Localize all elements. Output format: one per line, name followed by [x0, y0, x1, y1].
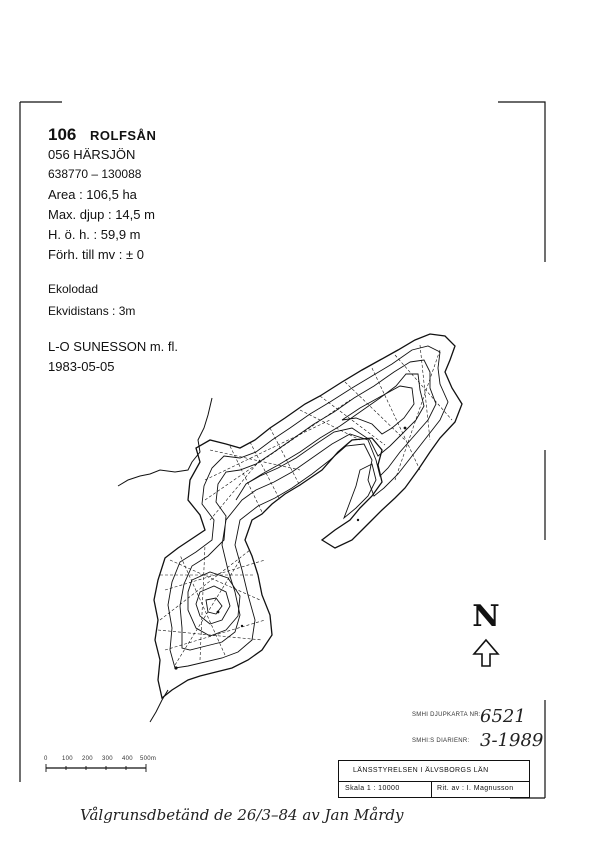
depth-contours — [168, 346, 448, 668]
lake-regulation: Förh. till mv : ± 0 — [48, 247, 144, 262]
scale-tick-200: 200 — [82, 756, 93, 762]
lake-code-name: 056 HÄRSJÖN — [48, 147, 136, 162]
survey-tracks — [158, 345, 452, 665]
north-arrow — [470, 599, 502, 666]
map-number-label: SMHI DJUPKARTA NR: — [412, 712, 481, 718]
map-scale: Skala 1 : 10000 — [345, 785, 400, 792]
inflow-stream — [118, 398, 212, 486]
north-letter: N — [472, 599, 500, 634]
authority: LÄNSSTYRELSEN I ÄLVSBORGS LÄN — [353, 767, 489, 774]
contour-interval: Ekvidistans : 3m — [48, 304, 136, 318]
title-box-divider — [339, 781, 529, 782]
lake-coordinates: 638770 – 130088 — [48, 167, 142, 181]
drawn-by: Rit. av : I. Magnusson — [437, 785, 514, 792]
diary-number-label: SMHI:S DIARIENR: — [412, 738, 470, 744]
scale-tick-0: 0 — [44, 756, 48, 762]
scale-tick-100: 100 — [62, 756, 73, 762]
map-number-value: 6521 — [480, 706, 526, 727]
contour-bay — [344, 464, 376, 518]
shoreline — [154, 334, 462, 698]
survey-date: 1983-05-05 — [48, 359, 115, 374]
surveyor: L-O SUNESSON m. fl. — [48, 339, 179, 354]
lake-elevation: H. ö. h. : 59,9 m — [48, 227, 141, 242]
title-box-vdivider — [431, 781, 432, 797]
scale-bar — [44, 756, 157, 776]
title-box — [338, 760, 530, 798]
lake-max-depth: Max. djup : 14,5 m — [48, 207, 155, 222]
north-arrow-icon — [470, 638, 502, 668]
contour-12m — [342, 386, 414, 434]
scale-bar-graphic — [44, 762, 154, 776]
lake-number: 106 — [48, 125, 77, 144]
river-name: ROLFSÅN — [90, 128, 157, 143]
survey-method: Ekolodad — [48, 282, 99, 296]
contour-3m — [168, 346, 448, 668]
lake-area: Area : 106,5 ha — [48, 187, 137, 202]
contour-west-b — [196, 586, 230, 624]
contour-6m — [180, 360, 436, 650]
scale-tick-300: 300 — [102, 756, 113, 762]
handwritten-note: Vålgrunsdbetänd de 26/3–84 av Jan Mårdy — [80, 806, 404, 824]
contour-9m — [236, 374, 424, 500]
diary-number-value: 3-1989 — [480, 730, 544, 751]
scale-tick-400: 400 — [122, 756, 133, 762]
scale-tick-500: 500m — [140, 756, 157, 762]
